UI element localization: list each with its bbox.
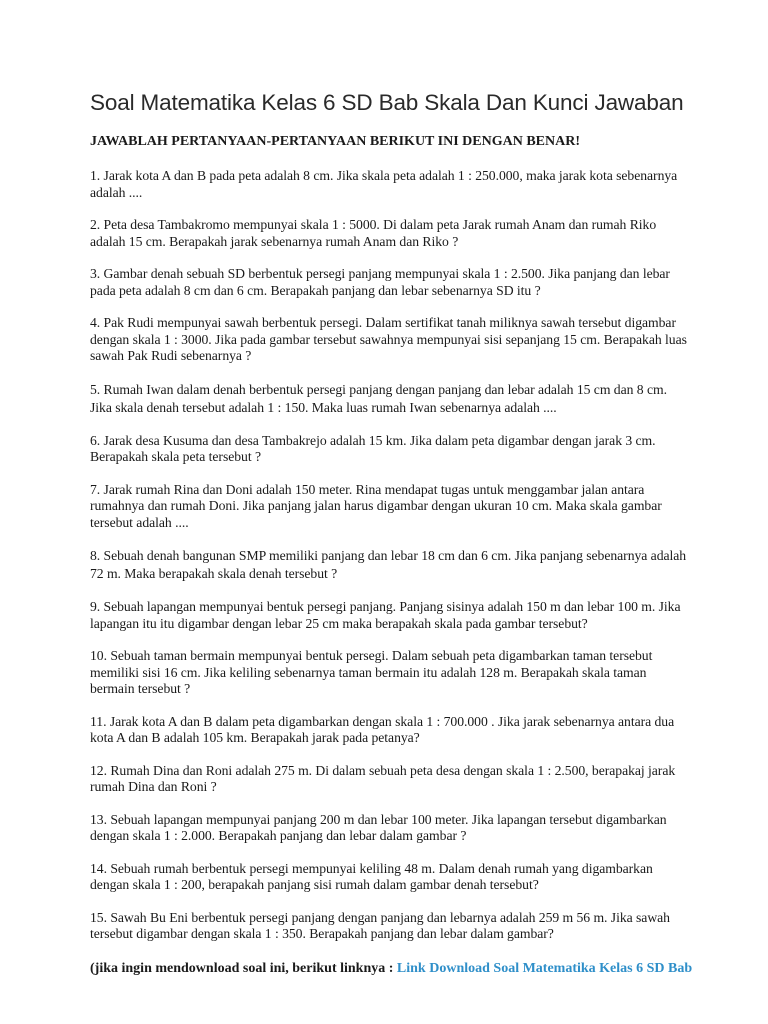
question-item: 1. Jarak kota A dan B pada peta adalah 8 cm. Jika skala peta adalah 1 : 250.000, maka jarak kota sebenarnya adalah .... — [90, 168, 678, 200]
question-item: 12. Rumah Dina dan Roni adalah 275 m. Di dalam sebuah peta desa dengan skala 1 : 2.500, berapakaj jarak rumah Dina dan Roni ? — [90, 762, 676, 794]
question-item: 9. Sebuah lapangan mempunyai bentuk persegi panjang. Panjang sisinya adalah 150 m dan lebar 100 m. Jika lapangan itu itu digambar dengan lebar 25 cm maka berapakah skala pada gambar tersebut? — [90, 599, 681, 631]
download-note — [90, 959, 693, 979]
question-item: 14. Sebuah rumah berbentuk persegi mempunyai keliling 48 m. Dalam denah rumah yang digambarkan dengan skala 1 : 200, berapakah panjang sisi rumah dalam gambar denah tersebut? — [90, 860, 653, 892]
question-item: 8. Sebuah denah bangunan SMP memiliki panjang dan lebar 18 cm dan 6 cm. Jika panjang sebenarnya adalah 72 m. Maka berapakah skala denah tersebut ? — [90, 548, 687, 581]
question-item: 7. Jarak rumah Rina dan Doni adalah 150 meter. Rina mendapat tugas untuk menggambar jalan antara rumahnya dan rumah Doni. Jika panjang jalan harus digambar dengan ukuran 10 cm. Maka skala gambar tersebut adalah .... — [90, 481, 662, 530]
question-item: 2. Peta desa Tambakromo mempunyai skala 1 : 5000. Di dalam peta Jarak rumah Anam dan rumah Riko adalah 15 cm. Berapakah jarak sebenarnya rumah Anam dan Riko ? — [90, 217, 657, 249]
document-page — [90, 86, 693, 979]
question-item: 6. Jarak desa Kusuma dan desa Tambakrejo adalah 15 km. Jika dalam peta digambar dengan jarak 3 cm. Berapakah skala peta tersebut ? — [90, 432, 656, 464]
download-prefix: (jika ingin mendownload soal ini, berikut linknya : — [90, 960, 397, 976]
question-item: 11. Jarak kota A dan B dalam peta digambarkan dengan skala 1 : 700.000 . Jika jarak sebenarnya antara dua kota A dan B adalah 105 km. Berapakah jarak pada petanya? — [90, 713, 675, 745]
question-item: 5. Rumah Iwan dalam denah berbentuk persegi panjang dengan panjang dan lebar adalah 15 cm dan 8 cm. Jika skala denah tersebut adalah 1 : 150. Maka luas rumah Iwan sebenarnya adalah .... — [90, 381, 667, 415]
question-item: 3. Gambar denah sebuah SD berbentuk persegi panjang mempunyai skala 1 : 2.500. Jika panjang dan lebar pada peta adalah 8 cm dan 6 cm. Berapakah panjang dan lebar sebenarnya SD itu ? — [90, 266, 670, 298]
question-item: 15. Sawah Bu Eni berbentuk persegi panjang dengan panjang dan lebarnya adalah 259 m 56 m. Jika sawah tersebut digambar dengan skala 1 : 350. Berapakah panjang dan lebar dalam gambar? — [90, 909, 670, 941]
page-title: Soal Matematika Kelas 6 SD Bab Skala Dan Kunci Jawaban — [90, 90, 684, 115]
instruction-heading: JAWABLAH PERTANYAAN-PERTANYAAN BERIKUT INI DENGAN BENAR! — [90, 134, 580, 149]
question-item: 4. Pak Rudi mempunyai sawah berbentuk persegi. Dalam sertifikat tanah miliknya sawah tersebut digambar dengan skala 1 : 3000. Jika pada gambar tersebut sawahnya mempunyai sisi sepanjang 15 cm. Berapakah luas sawah Pak Rudi sebenarnya ? — [90, 315, 687, 363]
question-item: 13. Sebuah lapangan mempunyai panjang 200 m dan lebar 100 meter. Jika lapangan tersebut digambarkan dengan skala 1 : 2.000. Berapakah panjang dan lebar dalam gambar ? — [90, 811, 667, 843]
download-link[interactable]: Link Download Soal Matematika Kelas 6 SD Bab — [396, 960, 693, 976]
question-item: 10. Sebuah taman bermain mempunyai bentuk persegi. Dalam sebuah peta digambarkan taman tersebut memiliki sisi 16 cm. Jika keliling sebenarnya taman bermain itu adalah 128 m. Berapakah skala taman bermain tersebut ? — [90, 648, 653, 696]
